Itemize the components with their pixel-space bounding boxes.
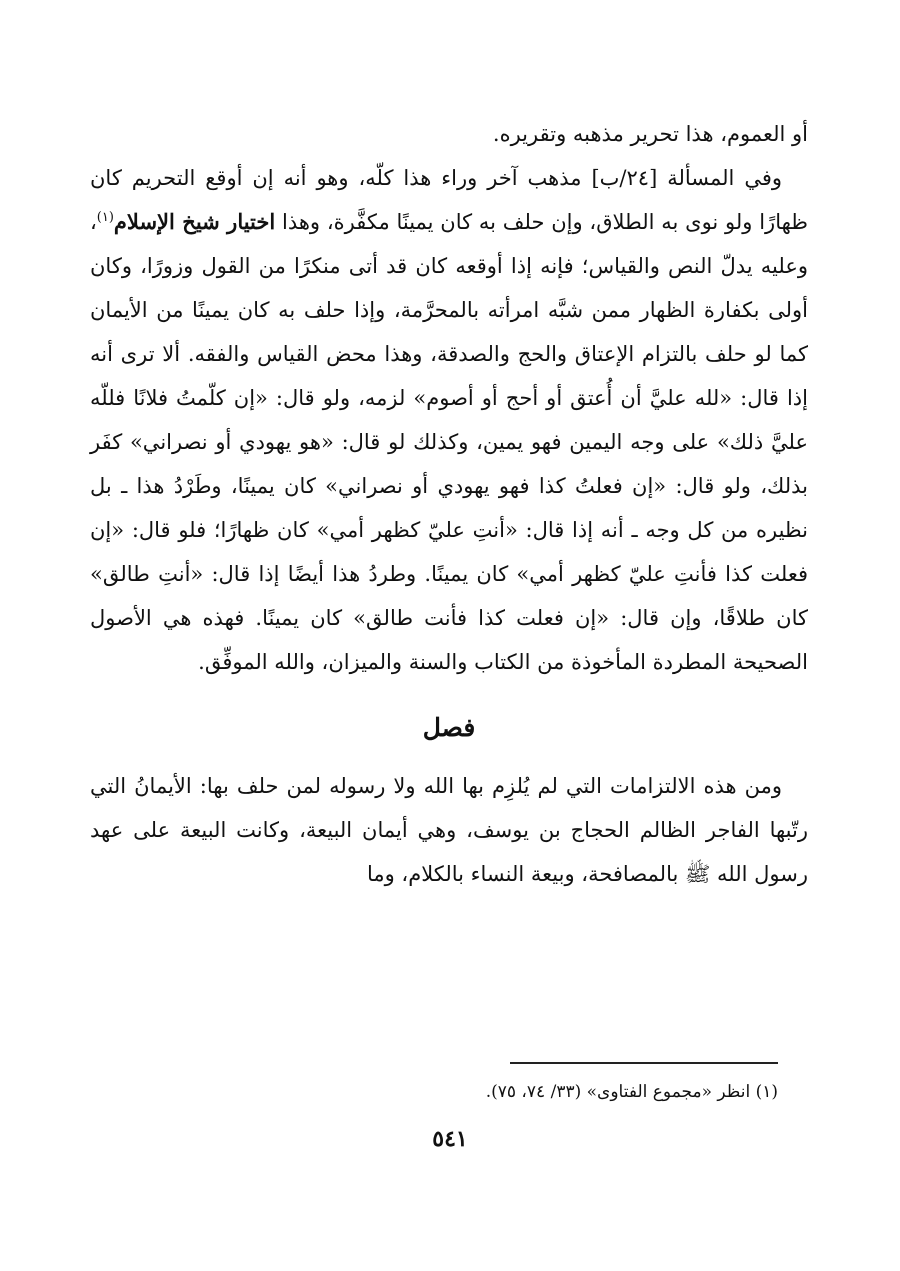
footnote-reference: (١) xyxy=(96,210,114,225)
paragraph-main xyxy=(90,156,808,684)
footnote-divider xyxy=(510,1062,778,1064)
section-heading: فصل xyxy=(422,713,476,742)
paragraph-main-text-after: ، وعليه يدلّ النص والقياس؛ فإنه إذا أوقعه كان قد أتى منكرًا من القول وزورًا، وكان أولى بكفارة الظهار ممن شبَّه امرأته بالمحرَّمة، وإذا حلف به كان يمينًا من الأيمان كما لو حلف بالتزام الإعتاق والحج والصدقة، وهذا محض القياس والفقه. ألا ترى أنه إذا قال: «لله عليَّ أن أُعتق أو أحج أو أصوم» لزمه، ولو قال: «إن كلّمتُ فلانًا فللّه عليَّ ذلك» على وجه اليمين فهو يمين، وكذلك لو قال: «هو يهودي أو نصراني» كفَر بذلك، ولو قال: «إن فعلتُ كذا فهو يهودي أو نصراني» كان يمينًا، وطَرْدُ هذا ـ بل نظيره من كل وجه ـ أنه إذا قال: «أنتِ عليّ كظهر أمي» كان ظهارًا؛ فلو قال: «إن فعلت كذا فأنتِ عليّ كظهر أمي» كان يمينًا. وطردُ هذا أيضًا إذا قال: «أنتِ طالق» كان طلاقًا، وإن قال: «إن فعلت كذا فأنت طالق» كان يمينًا. فهذه هي الأصول الصحيحة المطردة المأخوذة من الكتاب والسنة والميزان، والله الموفِّق. xyxy=(90,210,808,674)
paragraph-opening xyxy=(90,112,808,156)
footnote: (١) انظر «مجموع الفتاوى» (٣٣/ ٧٤، ٧٥). xyxy=(485,1082,778,1102)
page-body xyxy=(90,112,808,896)
paragraph-opening-text: أو العموم، هذا تحرير مذهبه وتقريره. xyxy=(492,122,808,146)
paragraph-main-text-before: وفي المسألة [٢٤/ب] مذهب آخر وراء هذا كلّه، وهو أنه إن أوقع التحريم كان ظهارًا ولو نوى به الطلاق، وإن حلف به كان يمينًا مكفَّرة، وهذا xyxy=(90,166,808,234)
paragraph-section xyxy=(90,764,808,896)
paragraph-section-text: ومن هذه الالتزامات التي لم يُلزِم بها الله ولا رسوله لمن حلف بها: الأيمانُ التي رتّبها الفاجر الظالم الحجاج بن يوسف، وهي أيمان البيعة، وكانت البيعة على عهد رسول الله ﷺ بالمصافحة، وبيعة النساء بالكلام، وما xyxy=(90,774,808,886)
bold-phrase: اختيار شيخ الإسلام xyxy=(113,209,276,234)
page-number: ٥٤١ xyxy=(432,1126,468,1152)
